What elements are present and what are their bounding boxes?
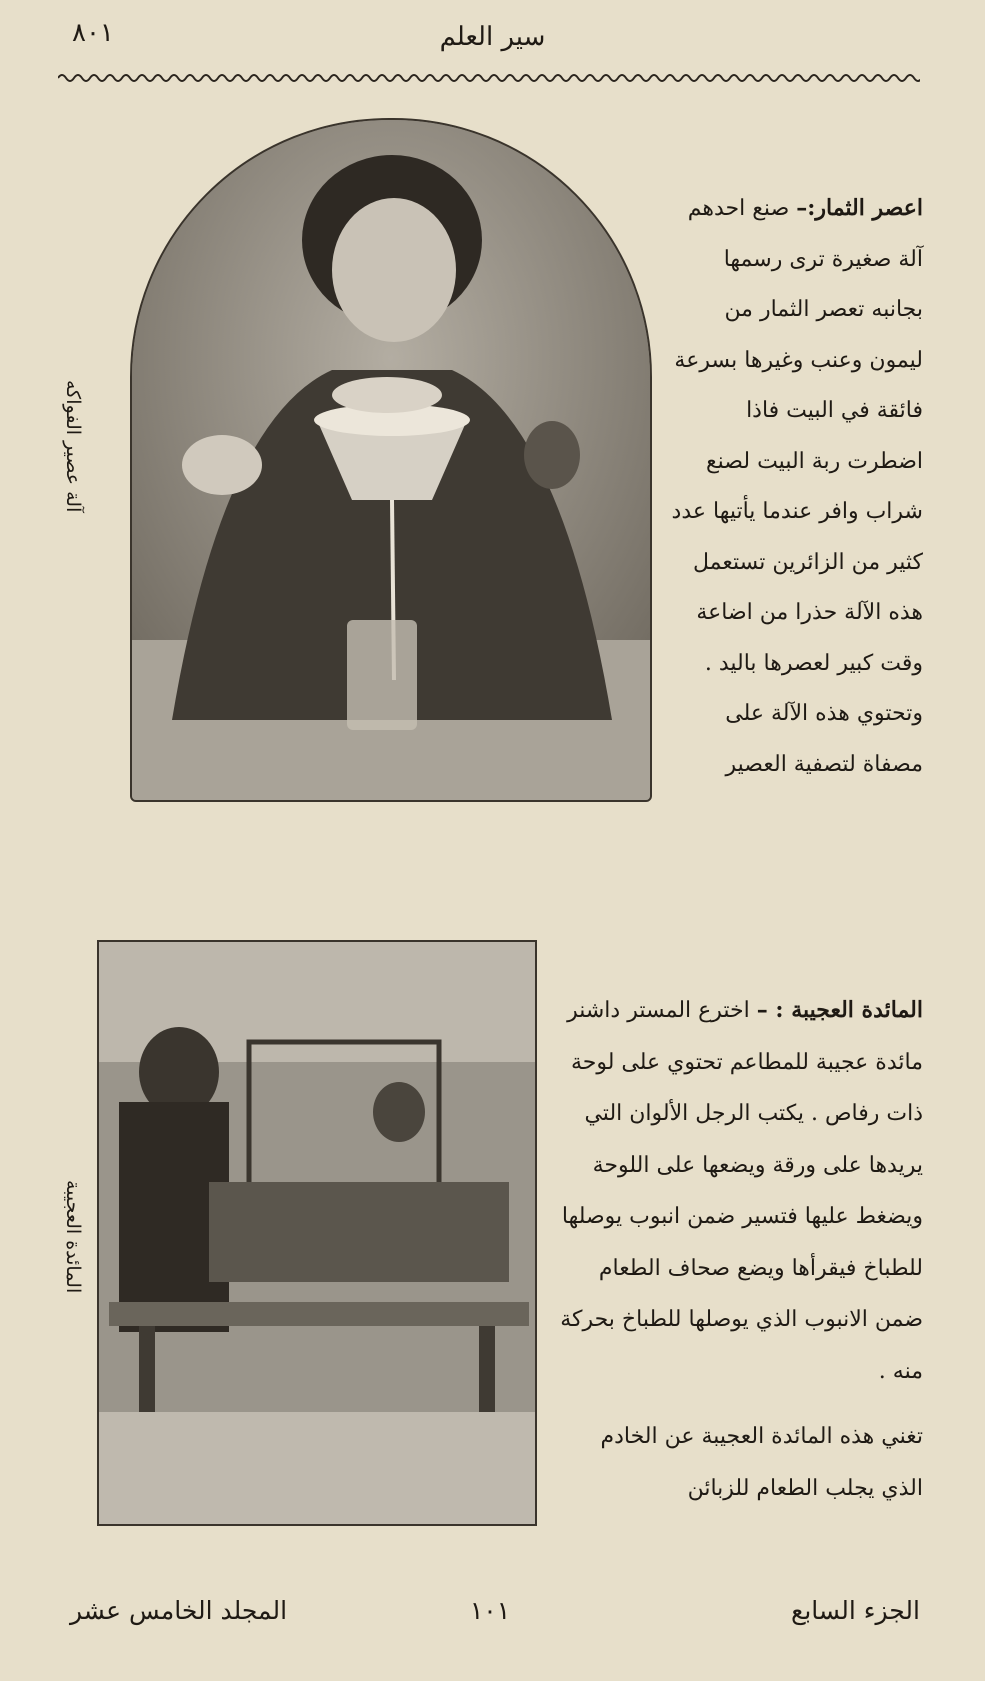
article-table-paragraph-2: تغني هذه المائدة العجيبة عن الخادم الذي يجلب الطعام للزبائن [600,1424,923,1501]
header-page-number: ٨٠١ [72,18,114,48]
article-juicer-kicker: اعصر الثمار:– [796,195,923,221]
article-table-body [552,985,923,1397]
header-wavy-rule [58,70,920,86]
footer-volume: المجلد الخامس عشر [70,1596,288,1625]
article-juicer [668,183,923,790]
article-juicer-body [668,183,923,790]
juicer-photo [130,118,652,802]
table-side-caption: المائدة العجيبة [62,1180,84,1294]
article-table [552,985,923,1514]
table-photo [97,940,537,1526]
article-table-text: اخترع المستر داشنر مائدة عجيبة للمطاعم تحتوي على لوحة ذات رفاص . يكتب الرجل الألوان التي يريدها على ورقة ويضعها على اللوحة ويضغط عليها فتسير ضمن انبوب يوصلها للطباخ فيقرأها ويضع صحاف الطعام ضمن الانبوب الذي يوصلها للطباخ بحركة منه . [560,998,923,1384]
footer-page-number: ١٠١ [469,1596,511,1625]
running-title: سير العلم [439,22,546,52]
juicer-side-caption: آلة عصير الفواكه [62,380,84,513]
article-table-kicker: المائدة العجيبة : – [756,997,923,1023]
article-juicer-text: صنع احدهم آلة صغيرة ترى رسمها بجانبه تعصر الثمار من ليمون وعنب وغيرها بسرعة فائقة في البيت فاذا اضطرت ربة البيت لصنع شراب وافر عندما يأتيها عدد كثير من الزائرين تستعمل هذه الآلة حذرا من اضاعة وقت كبير لعصرها باليد . وتحتوي هذه الآلة على مصفاة لتصفية العصير [671,196,923,777]
footer-part: الجزء السابع [791,1596,920,1625]
